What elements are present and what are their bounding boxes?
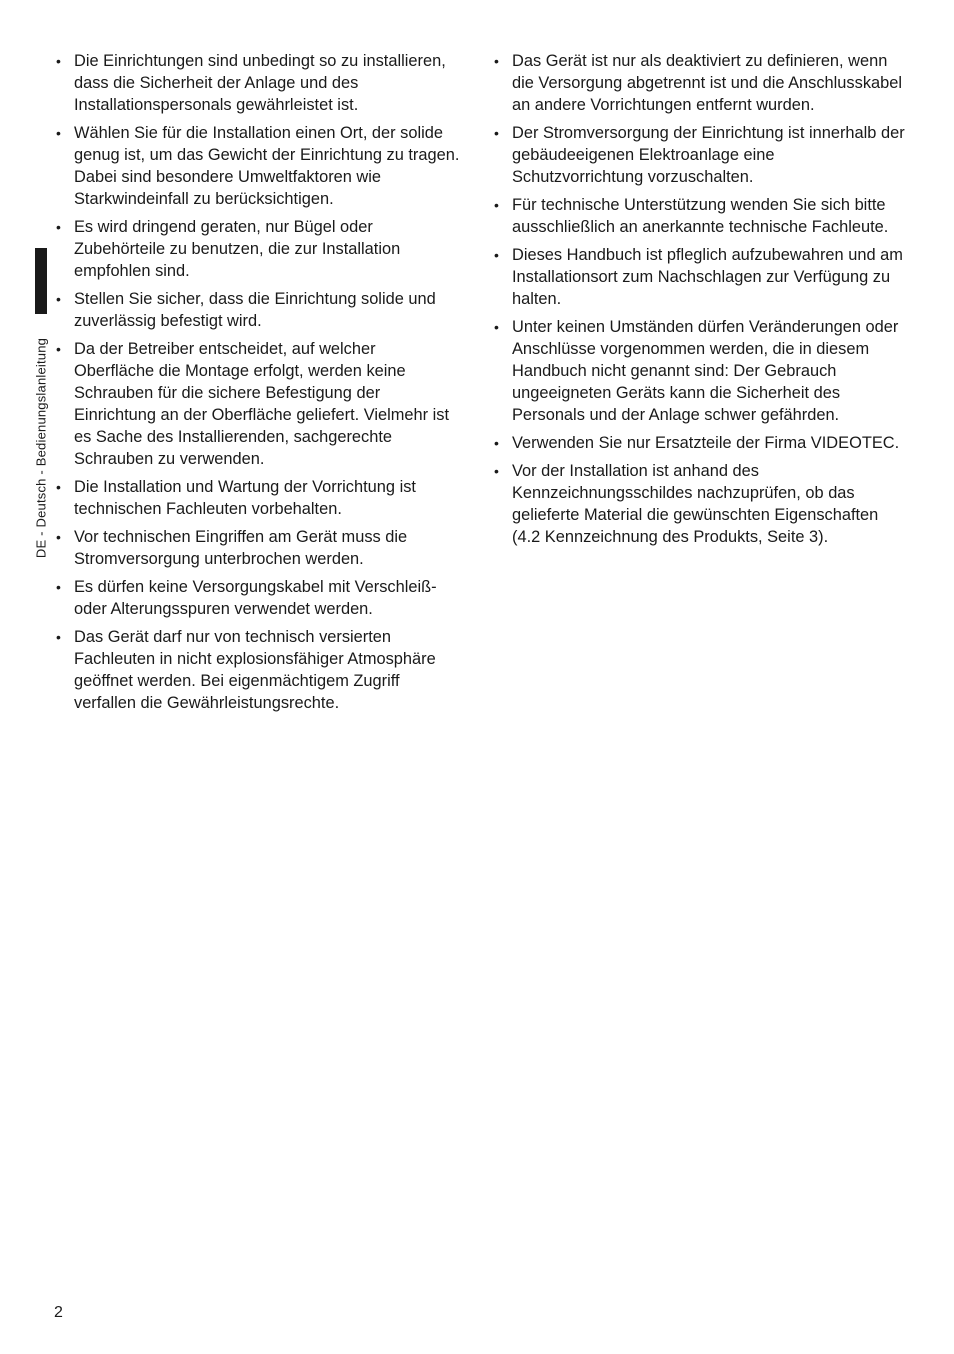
list-item bbox=[494, 194, 906, 238]
section-side-label: DE - Deutsch - Bedienungslanleitung bbox=[33, 337, 49, 559]
bullet-icon: • bbox=[494, 53, 499, 69]
bullet-icon: • bbox=[56, 219, 61, 235]
list-item-text: Stellen Sie sicher, dass die Einrichtung solide und zuverlässig befestigt wird. bbox=[74, 290, 436, 330]
list-item-text: Da der Betreiber entscheidet, auf welcher Oberfläche die Montage erfolgt, werden keine Schrauben für die sichere Befestigung der Einrichtung an der Oberfläche geliefert. Vielmehr ist es Sache des Installierenden, sachgerechte Schrauben zu verwenden. bbox=[74, 340, 450, 468]
list-item bbox=[56, 626, 460, 714]
list-item-text: Dieses Handbuch ist pfleglich aufzubewahren und am Installationsort zum Nachschlagen zur Verfügung zu halten. bbox=[512, 246, 903, 308]
list-item bbox=[56, 476, 460, 520]
list-item bbox=[56, 576, 460, 620]
list-item-text: Das Gerät ist nur als deaktiviert zu definieren, wenn die Versorgung abgetrennt ist und die Anschlusskabel an andere Vorrichtungen entfernt wurden. bbox=[512, 52, 902, 114]
bullet-icon: • bbox=[56, 529, 61, 545]
list-item-text: Das Gerät darf nur von technisch versierten Fachleuten in nicht explosionsfähiger Atmosphäre geöffnet werden. Bei eigenmächtigem Zugriff verfallen die Gewährleistungsrechte. bbox=[74, 628, 436, 712]
section-marker-bar bbox=[35, 248, 47, 314]
list-item bbox=[494, 122, 906, 188]
bullet-icon: • bbox=[56, 291, 61, 307]
list-item bbox=[56, 50, 460, 116]
bullet-icon: • bbox=[56, 125, 61, 141]
list-item bbox=[494, 50, 906, 116]
list-item-text: Es dürfen keine Versorgungskabel mit Verschleiß- oder Alterungsspuren verwendet werden. bbox=[74, 578, 437, 618]
bullet-icon: • bbox=[56, 341, 61, 357]
list-item-text: Es wird dringend geraten, nur Bügel oder Zubehörteile zu benutzen, die zur Installation empfohlen sind. bbox=[74, 218, 401, 280]
list-item-text: Vor der Installation ist anhand des Kennzeichnungsschildes nachzuprüfen, ob das gelieferte Material die gewünschten Eigenschaften (4.2 Kennzeichnung des Produkts, Seite 3). bbox=[512, 462, 879, 546]
list-item bbox=[494, 432, 906, 454]
bullet-icon: • bbox=[494, 435, 499, 451]
left-bullet-list bbox=[56, 50, 460, 720]
list-item bbox=[494, 460, 906, 548]
bullet-icon: • bbox=[494, 319, 499, 335]
bullet-icon: • bbox=[56, 53, 61, 69]
list-item bbox=[494, 244, 906, 310]
bullet-icon: • bbox=[494, 247, 499, 263]
list-item bbox=[56, 526, 460, 570]
list-item-text: Vor technischen Eingriffen am Gerät muss die Stromversorgung unterbrochen werden. bbox=[74, 528, 408, 568]
bullet-icon: • bbox=[56, 479, 61, 495]
bullet-icon: • bbox=[56, 579, 61, 595]
page-number: 2 bbox=[54, 1304, 63, 1321]
list-item bbox=[56, 216, 460, 282]
list-item bbox=[56, 338, 460, 470]
list-item-text: Unter keinen Umständen dürfen Veränderungen oder Anschlüsse vorgenommen werden, die in diesem Handbuch nicht genannt sind: Der Gebrauch ungeeigneten Geräts kann die Sicherheit des Personals und der Anlage schwer gefährden. bbox=[512, 318, 899, 424]
list-item-text: Der Stromversorgung der Einrichtung ist innerhalb der gebäudeeigenen Elektroanlage eine Schutzvorrichtung vorzuschalten. bbox=[512, 124, 905, 186]
right-bullet-list bbox=[494, 50, 906, 554]
list-item bbox=[56, 122, 460, 210]
list-item bbox=[56, 288, 460, 332]
list-item bbox=[494, 316, 906, 426]
list-item-text: Die Installation und Wartung der Vorrichtung ist technischen Fachleuten vorbehalten. bbox=[74, 478, 416, 518]
list-item-text: Die Einrichtungen sind unbedingt so zu installieren, dass die Sicherheit der Anlage und des Installationspersonals gewährleistet ist. bbox=[74, 52, 446, 114]
list-item-text: Verwenden Sie nur Ersatzteile der Firma VIDEOTEC. bbox=[512, 434, 900, 452]
bullet-icon: • bbox=[494, 125, 499, 141]
bullet-icon: • bbox=[494, 197, 499, 213]
bullet-icon: • bbox=[56, 629, 61, 645]
list-item-text: Für technische Unterstützung wenden Sie sich bitte ausschließlich an anerkannte technische Fachleute. bbox=[512, 196, 889, 236]
list-item-text: Wählen Sie für die Installation einen Ort, der solide genug ist, um das Gewicht der Einrichtung zu tragen. Dabei sind besondere Umweltfaktoren wie Starkwindeinfall zu berücksichtigen. bbox=[74, 124, 460, 208]
bullet-icon: • bbox=[494, 463, 499, 479]
